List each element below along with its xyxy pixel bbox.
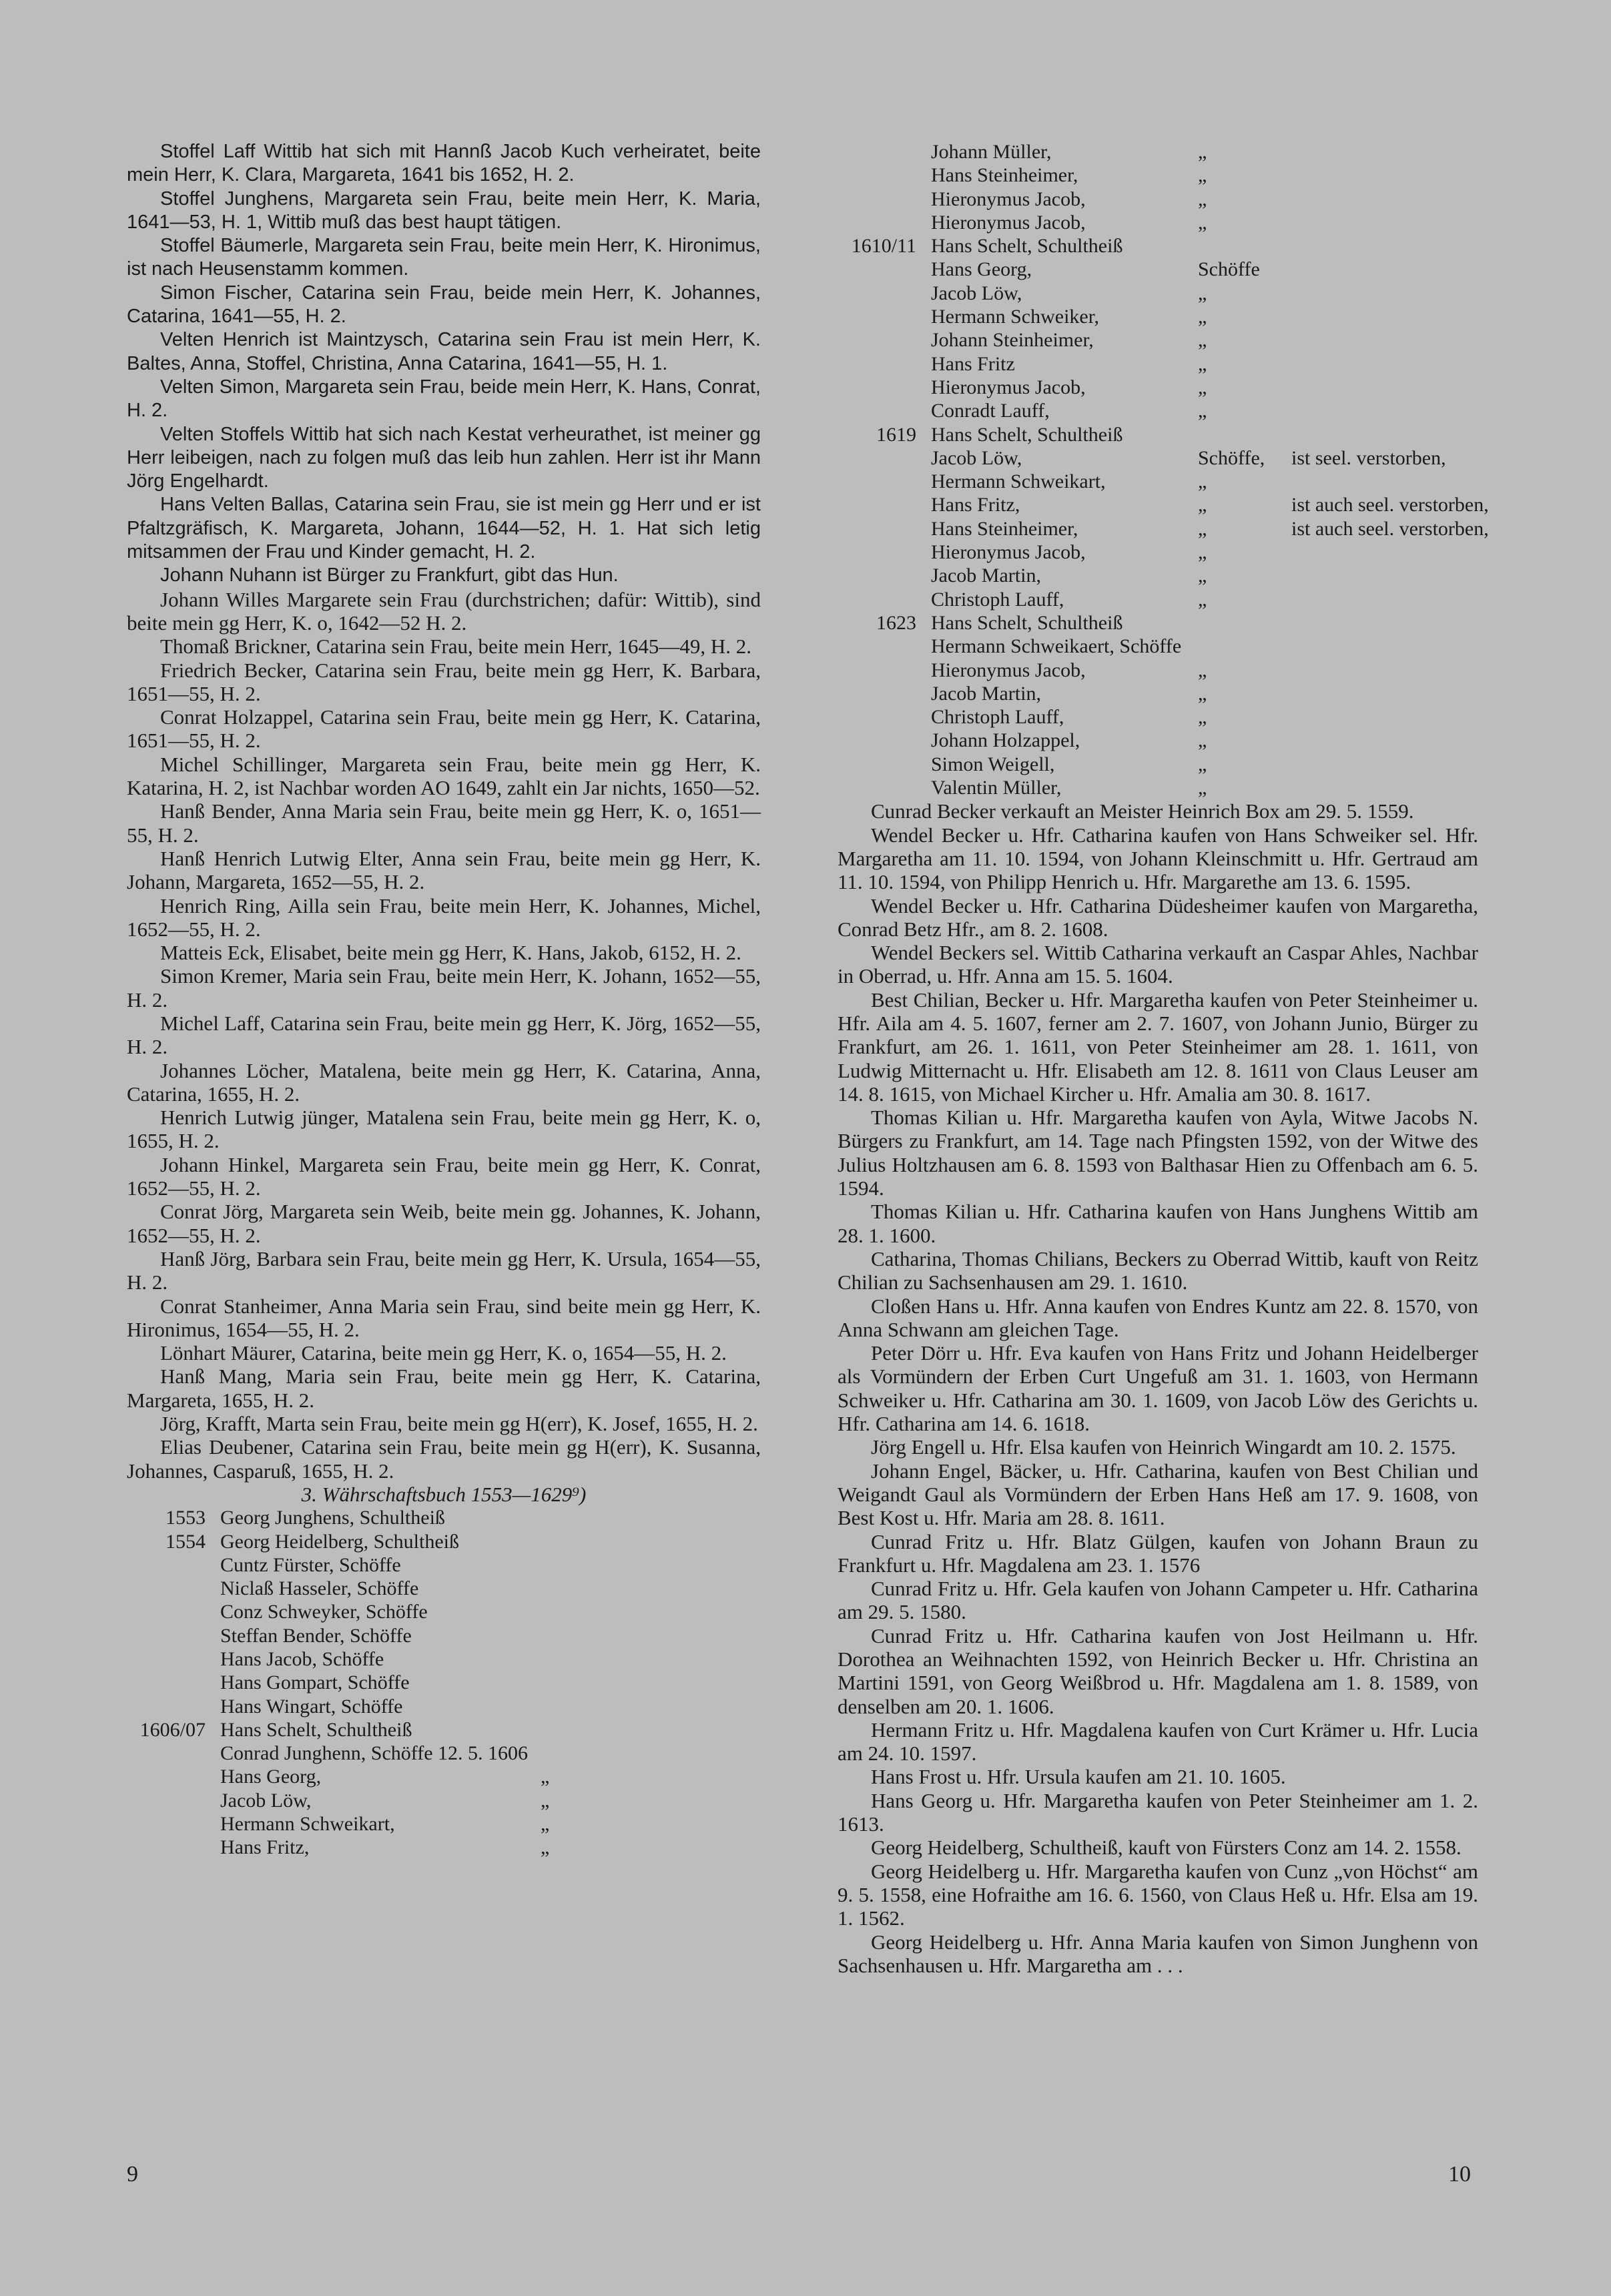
official-list-left (127, 1506, 761, 1859)
left-serif-entries (127, 588, 761, 1483)
official-row (127, 1718, 761, 1742)
official-year (838, 705, 916, 729)
official-year (838, 376, 916, 399)
official-year: 1553 (166, 1507, 206, 1529)
official-name: Hans Fritz, (931, 494, 1020, 516)
register-entry: Velten Henrich ist Maintzysch, Catarina sein Frau ist mein Herr, K. Baltes, Anna, Stoffel, Christina, Anna Catarina, 1641—55, H. 1. (127, 329, 761, 374)
register-entry: Henrich Ring, Ailla sein Frau, beite mein Herr, K. Johannes, Michel, 1652—55, H. 2. (127, 893, 761, 941)
official-row (838, 564, 1478, 587)
official-name: Christoph Lauff, (931, 706, 1064, 729)
purchase-entry: Cunrad Becker verkauft an Meister Heinrich Box am 29. 5. 1559. (871, 799, 1414, 823)
official-name: Jacob Löw, (220, 1789, 312, 1812)
official-row (838, 423, 1478, 446)
official-row (838, 282, 1478, 305)
section-heading: 3. Währschaftsbuch 1553—1629⁹) (301, 1482, 587, 1506)
purchase-entry: Catharina, Thomas Chilians, Beckers zu Oberrad Wittib, kauft von Reitz Chilian zu Sachsenhausen am 29. 1. 1610. (838, 1246, 1478, 1294)
official-role: „ (1198, 777, 1207, 799)
official-row (838, 540, 1478, 564)
register-entry: Johannes Löcher, Matalena, beite mein gg Herr, K. Catarina, Anna, Catarina, 1655, H. 2. (127, 1058, 761, 1106)
official-name: Johann Holzappel, (931, 729, 1080, 752)
register-entry: Friedrich Becker, Catarina sein Frau, beite mein gg Herr, K. Barbara, 1651—55, H. 2. (127, 658, 761, 705)
right-column (838, 140, 1489, 1977)
official-row (838, 659, 1478, 682)
purchase-entry: Georg Heidelberg u. Hfr. Anna Maria kaufen von Simon Junghenn von Sachsenhausen u. Hfr. Margaretha am . . . (838, 1930, 1478, 1977)
register-entry: Johann Hinkel, Margareta sein Frau, beite mein gg Herr, K. Conrat, 1652—55, H. 2. (127, 1152, 761, 1200)
official-year (838, 659, 916, 682)
official-role: „ (1198, 187, 1207, 210)
official-name: Hermann Schweikaert, Schöffe (931, 635, 1182, 658)
official-row (838, 753, 1478, 776)
official-year (838, 328, 916, 352)
official-name: Hieronymus Jacob, (931, 659, 1086, 681)
official-role: „ (1198, 306, 1207, 328)
register-entry: Thomaß Brickner, Catarina sein Frau, beite mein Herr, 1645—49, H. 2. (160, 635, 751, 659)
official-role (541, 1600, 581, 1623)
official-role (541, 1671, 581, 1694)
official-year (838, 776, 916, 799)
official-role (1198, 234, 1291, 258)
official-role: „ (1198, 564, 1207, 587)
official-name: Hans Schelt, Schultheiß (931, 611, 1123, 634)
official-row (838, 163, 1478, 187)
official-row (127, 1812, 761, 1836)
official-row (127, 1742, 761, 1765)
official-year (838, 163, 916, 187)
official-year (127, 1577, 206, 1600)
official-role (1198, 635, 1291, 658)
official-year (838, 588, 916, 611)
official-name: Hans Wingart, Schöffe (220, 1695, 403, 1717)
official-year (838, 517, 916, 540)
official-year (838, 753, 916, 776)
official-name: Hans Fritz, (220, 1836, 310, 1859)
official-role (541, 1530, 581, 1553)
official-role: „ (1198, 329, 1207, 352)
official-name: Conradt Lauff, (931, 400, 1050, 422)
official-row (838, 635, 1478, 658)
official-row (838, 258, 1478, 281)
purchase-entry: Thomas Kilian u. Hfr. Margaretha kaufen von Ayla, Witwe Jacobs N. Bürgers zu Frankfurt, am 14. Tage nach Pfingsten 1592, von der Witwe des Julius Holtzhausen am 6. 8. 1593 von Balthasar Hien zu Offenbach am 6. 5. 1594. (838, 1106, 1478, 1200)
official-role: „ (541, 1836, 550, 1859)
official-year (838, 470, 916, 493)
left-sans-entries (127, 140, 761, 588)
official-row (838, 305, 1478, 328)
official-name: Hieronymus Jacob, (931, 211, 1086, 234)
official-role: Schöffe, (1198, 446, 1265, 469)
official-year (838, 564, 916, 587)
official-row (127, 1624, 761, 1647)
official-name: Georg Junghens, Schultheiß (220, 1507, 445, 1529)
register-entry: Conrat Stanheimer, Anna Maria sein Frau, sind beite mein gg Herr, K. Hironimus, 1654—55, H. 2. (127, 1294, 761, 1341)
official-role: „ (1198, 682, 1207, 705)
official-role: „ (1198, 164, 1207, 187)
official-name: Niclaß Hasseler, Schöffe (220, 1577, 419, 1600)
register-entry: Stoffel Junghens, Margareta sein Frau, beite mein Herr, K. Maria, 1641—53, H. 1, Wittib muß das best haupt tätigen. (127, 187, 761, 233)
official-name: Simon Weigell, (931, 753, 1055, 775)
official-name: Jacob Martin, (931, 564, 1041, 587)
official-row (838, 588, 1478, 611)
official-name: Jacob Löw, (931, 282, 1022, 304)
register-entry: Henrich Lutwig jünger, Matalena sein Frau, beite mein gg Herr, K. o, 1655, H. 2. (127, 1106, 761, 1153)
official-name: Conrad Junghenn, Schöffe 12. 5. 1606 (220, 1742, 529, 1765)
official-role (541, 1506, 581, 1529)
official-year: 1606/07 (139, 1718, 206, 1741)
official-row (127, 1577, 761, 1600)
official-role: „ (541, 1813, 550, 1836)
purchase-entry: Jörg Engell u. Hfr. Elsa kaufen von Heinrich Wingardt am 10. 2. 1575. (871, 1435, 1456, 1459)
official-row (127, 1695, 761, 1718)
official-role (541, 1742, 581, 1765)
official-year (838, 729, 916, 752)
official-year (838, 540, 916, 564)
official-name: Georg Heidelberg, Schultheiß (220, 1530, 459, 1553)
official-row (838, 682, 1478, 705)
official-row (838, 187, 1478, 211)
register-entry: Hanß Bender, Anna Maria sein Frau, beite mein gg Herr, K. o, 1651—55, H. 2. (127, 799, 761, 847)
register-entry: Velten Simon, Margareta sein Frau, beide mein Herr, K. Hans, Conrat, H. 2. (127, 376, 761, 422)
register-entry: Velten Stoffels Wittib hat sich nach Kestat verheurathet, ist meiner gg Herr leibeigen, nach zu folgen muß das leib hun zahlen. Herr ist ihr Mann Jörg Engelhardt. (127, 423, 761, 492)
official-year: 1619 (876, 423, 916, 446)
register-entry: Conrat Holzappel, Catarina sein Frau, beite mein gg Herr, K. Catarina, 1651—55, H. 2. (127, 705, 761, 753)
official-name: Hans Fritz (931, 352, 1015, 375)
purchase-entries (838, 799, 1478, 1977)
official-role: „ (1198, 494, 1207, 516)
official-list-right (838, 140, 1489, 799)
official-year (838, 211, 916, 234)
official-year (127, 1671, 206, 1694)
official-role: „ (1198, 659, 1207, 681)
official-year (127, 1765, 206, 1788)
official-role: „ (1198, 470, 1207, 493)
official-row (127, 1765, 761, 1788)
purchase-entry: Peter Dörr u. Hfr. Eva kaufen von Hans Fritz und Johann Heidelberger als Vormündern der Erben Curt Ungefuß am 31. 1. 1603, von Hermann Schweiker u. Hfr. Catharina am 30. 1. 1609, von Jacob Löw des Gerichts u. Hfr. Catharina am 14. 6. 1618. (838, 1341, 1478, 1436)
official-row (838, 729, 1478, 752)
register-entry: Hanß Jörg, Barbara sein Frau, beite mein gg Herr, K. Ursula, 1654—55, H. 2. (127, 1246, 761, 1294)
register-entry: Hanß Henrich Lutwig Elter, Anna sein Frau, beite mein gg Herr, K. Johann, Margareta, 1652—55, H. 2. (127, 846, 761, 894)
official-name: Hieronymus Jacob, (931, 187, 1086, 210)
official-row (127, 1671, 761, 1694)
register-entry: Conrat Jörg, Margareta sein Weib, beite mein gg. Johannes, K. Johann, 1652—55, H. 2. (127, 1200, 761, 1247)
official-row (127, 1647, 761, 1671)
official-year (127, 1695, 206, 1718)
register-entry: Stoffel Bäumerle, Margareta sein Frau, beite mein Herr, K. Hironimus, ist nach Heusenstamm kommen. (127, 235, 761, 280)
official-row (838, 776, 1478, 799)
register-entry: Elias Deubener, Catarina sein Frau, beite mein gg H(err), K. Susanna, Johannes, Casparuß, 1655, H. 2. (127, 1435, 761, 1483)
official-year (838, 258, 916, 281)
official-row (838, 234, 1478, 258)
official-year: 1610/11 (851, 235, 916, 258)
register-entry: Johann Nuhann ist Bürger zu Frankfurt, gibt das Hun. (160, 564, 619, 587)
official-row (127, 1789, 761, 1812)
purchase-entry: Best Chilian, Becker u. Hfr. Margaretha kaufen von Peter Steinheimer u. Hfr. Aila am 4. 5. 1607, ferner am 2. 7. 1607, von Johann Junio, Bürger zu Frankfurt, am 26. 1. 1611, von Peter Steinheimer am 28. 1. 1611, von Ludwig Mitternacht u. Hfr. Elisabeth am 12. 8. 1611 von Claus Leuser am 14. 8. 1615, von Michael Kircher u. Hfr. Amalia am 30. 8. 1617. (838, 988, 1478, 1106)
register-entry: Hans Velten Ballas, Catarina sein Frau, sie ist mein gg Herr und er ist Pfaltzgräfisch, K. Margareta, Johann, 1644—52, H. 1. Hat sich letig mitsammen der Frau und Kinder gemacht, H. 2. (127, 494, 761, 563)
official-year: 1623 (876, 611, 916, 634)
official-year (127, 1789, 206, 1812)
official-role: „ (1198, 588, 1207, 611)
official-name: Hermann Schweiker, (931, 306, 1100, 328)
purchase-entry: Georg Heidelberg u. Hfr. Margaretha kaufen von Cunz „von Höchst“ am 9. 5. 1558, eine Hofraithe am 16. 6. 1560, von Claus Heß u. Hfr. Elsa am 19. 1. 1562. (838, 1859, 1478, 1930)
official-row (838, 517, 1489, 540)
official-year (127, 1742, 206, 1765)
purchase-entry: Cunrad Fritz u. Hfr. Catharina kaufen von Jost Heilmann u. Hfr. Dorothea an Weihnachten 1592, von Heinrich Becker u. Hfr. Christina an Martini 1591, von Georg Weißbrod u. Hfr. Magdalena am 1. 8. 1589, von denselben am 20. 1. 1606. (838, 1623, 1478, 1718)
purchase-entry: Cunrad Fritz u. Hfr. Blatz Gülgen, kaufen von Johann Braun zu Frankfurt u. Hfr. Magdalena am 23. 1. 1576 (838, 1529, 1478, 1577)
official-year (838, 682, 916, 705)
purchase-entry: Johann Engel, Bäcker, u. Hfr. Catharina, kaufen von Best Chilian und Weigandt Gaul als Vormündern der Erben Hans Heß am 17. 9. 1608, von Best Kost u. Hfr. Maria am 28. 8. 1611. (838, 1459, 1478, 1530)
official-year (127, 1836, 206, 1859)
official-name: Hieronymus Jacob, (931, 376, 1086, 398)
official-role (541, 1624, 581, 1647)
official-role: „ (1198, 211, 1207, 234)
official-year (838, 282, 916, 305)
official-role: „ (1198, 706, 1207, 729)
purchase-entry: Hans Georg u. Hfr. Margaretha kaufen von Peter Steinheimer am 1. 2. 1613. (838, 1788, 1478, 1836)
official-role: „ (1198, 376, 1207, 398)
official-role: „ (1198, 400, 1207, 422)
official-row (838, 493, 1489, 516)
official-year (838, 493, 916, 516)
official-name: Hans Gompart, Schöffe (220, 1671, 410, 1694)
official-name: Hans Jacob, Schöffe (220, 1648, 384, 1670)
page-number-right: 10 (1448, 2162, 1471, 2187)
official-name: Hermann Schweikart, (931, 470, 1106, 493)
official-name: Jacob Martin, (931, 682, 1041, 705)
official-year (127, 1624, 206, 1647)
official-name: Jacob Löw, (931, 446, 1022, 469)
official-role: „ (1198, 541, 1207, 564)
purchase-entry: Hermann Fritz u. Hfr. Magdalena kaufen von Curt Krämer u. Hfr. Lucia am 24. 10. 1597. (838, 1717, 1478, 1766)
purchase-entry: Hans Frost u. Hfr. Ursula kaufen am 21. 10. 1605. (871, 1765, 1286, 1789)
official-name: Johann Steinheimer, (931, 329, 1094, 352)
official-name: Johann Müller, (931, 141, 1052, 163)
register-entry: Simon Fischer, Catarina sein Frau, beide mein Herr, K. Johannes, Catarina, 1641—55, H. 2. (127, 282, 761, 328)
official-row (838, 705, 1478, 729)
left-column (127, 140, 761, 1860)
register-entry: Jörg, Krafft, Marta sein Frau, beite mein gg H(err), K. Josef, 1655, H. 2. (160, 1412, 758, 1436)
official-year (838, 635, 916, 658)
purchase-entry: Wendel Beckers sel. Wittib Catharina verkauft an Caspar Ahles, Nachbar in Oberrad, u. Hfr. Anna am 15. 5. 1604. (838, 941, 1478, 988)
register-entry: Stoffel Laff Wittib hat sich mit Hannß Jacob Kuch verheiratet, beite mein Herr, K. Clara, Margareta, 1641 bis 1652, H. 2. (127, 141, 761, 186)
official-role (541, 1718, 581, 1742)
purchase-entry: Cloßen Hans u. Hfr. Anna kaufen von Endres Kuntz am 22. 8. 1570, von Anna Schwann am gleichen Tage. (838, 1294, 1478, 1341)
official-role: „ (1198, 282, 1207, 304)
official-name: Hans Schelt, Schultheiß (931, 423, 1123, 446)
official-role: „ (1198, 753, 1207, 775)
official-role: „ (541, 1789, 550, 1812)
official-year (127, 1600, 206, 1623)
official-name: Conz Schweyker, Schöffe (220, 1601, 428, 1623)
register-entry: Lönhart Mäurer, Catarina, beite mein gg Herr, K. o, 1654—55, H. 2. (160, 1341, 727, 1365)
official-year (127, 1553, 206, 1577)
official-name: Hans Steinheimer, (931, 517, 1078, 540)
official-name: Hans Steinheimer, (931, 164, 1078, 187)
official-name: Cuntz Fürster, Schöffe (220, 1553, 401, 1576)
official-name: Steffan Bender, Schöffe (220, 1624, 412, 1647)
register-entry: Michel Schillinger, Margareta sein Frau, beite mein gg Herr, K. Katarina, H. 2, ist Nachbar worden AO 1649, zahlt ein Jar nichts, 1650—52. (127, 752, 761, 800)
purchase-entry: Cunrad Fritz u. Hfr. Gela kaufen von Johann Campeter u. Hfr. Catharina am 29. 5. 1580. (838, 1577, 1478, 1624)
official-note: ist seel. verstorben, (1291, 446, 1446, 469)
register-entry: Simon Kremer, Maria sein Frau, beite mein Herr, K. Johann, 1652—55, H. 2. (127, 964, 761, 1012)
official-role (541, 1647, 581, 1671)
official-name: Hans Schelt, Schultheiß (931, 235, 1123, 258)
official-row (838, 211, 1478, 234)
official-role: „ (1198, 141, 1207, 163)
official-year (838, 399, 916, 422)
official-year (127, 1812, 206, 1836)
official-row (838, 328, 1478, 352)
official-year (838, 305, 916, 328)
page-number-left: 9 (127, 2162, 138, 2187)
official-role: „ (1198, 517, 1207, 540)
official-row (838, 611, 1478, 635)
official-name: Christoph Lauff, (931, 588, 1064, 611)
purchase-entry: Georg Heidelberg, Schultheiß, kauft von Fürsters Conz am 14. 2. 1558. (871, 1836, 1462, 1860)
official-year (838, 446, 916, 470)
official-role: „ (1198, 729, 1207, 752)
official-row (838, 376, 1478, 399)
official-row (127, 1530, 761, 1553)
official-role: Schöffe (1198, 258, 1260, 281)
official-role (541, 1577, 581, 1600)
official-row (838, 470, 1478, 493)
official-note: ist auch seel. verstorben, (1291, 494, 1489, 516)
official-role (541, 1695, 581, 1718)
official-name: Hermann Schweikart, (220, 1813, 395, 1836)
official-year (838, 187, 916, 211)
official-name: Hans Schelt, Schultheiß (220, 1718, 412, 1741)
official-year: 1554 (166, 1530, 206, 1553)
register-entry: Johann Willes Margarete sein Frau (durchstrichen; dafür: Wittib), sind beite mein gg Herr, K. o, 1642—52 H. 2. (127, 587, 761, 635)
official-row (838, 140, 1478, 163)
official-row (127, 1506, 761, 1529)
official-role (541, 1553, 581, 1577)
purchase-entry: Wendel Becker u. Hfr. Catharina Düdesheimer kaufen von Margaretha, Conrad Betz Hfr., am 8. 2. 1608. (838, 893, 1478, 941)
register-entry: Matteis Eck, Elisabet, beite mein gg Herr, K. Hans, Jakob, 6152, H. 2. (160, 941, 741, 965)
official-row (838, 399, 1478, 422)
official-role: „ (1198, 352, 1207, 375)
official-name: Hans Georg, (220, 1766, 322, 1788)
purchase-entry: Wendel Becker u. Hfr. Catharina kaufen von Hans Schweiker sel. Hfr. Margaretha am 11. 10. 1594, von Johann Kleinschmitt u. Hfr. Gertraud am 11. 10. 1594, von Philipp Henrich u. Hfr. Margarethe am 13. 6. 1595. (838, 823, 1478, 894)
official-note: ist auch seel. verstorben, (1291, 517, 1489, 540)
official-year (127, 1647, 206, 1671)
register-entry: Michel Laff, Catarina sein Frau, beite mein gg Herr, K. Jörg, 1652—55, H. 2. (127, 1011, 761, 1059)
official-name: Valentin Müller, (931, 777, 1062, 799)
official-row (127, 1553, 761, 1577)
official-name: Hieronymus Jacob, (931, 541, 1086, 564)
official-year (838, 140, 916, 163)
register-entry: Hanß Mang, Maria sein Frau, beite mein gg Herr, K. Catarina, Margareta, 1655, H. 2. (127, 1365, 761, 1412)
official-role: „ (541, 1766, 550, 1788)
official-role (1198, 423, 1291, 446)
purchase-entry: Thomas Kilian u. Hfr. Catharina kaufen von Hans Junghens Wittib am 28. 1. 1600. (838, 1200, 1478, 1247)
official-row (838, 446, 1478, 470)
official-year (838, 352, 916, 376)
official-role (1198, 611, 1291, 635)
official-name: Hans Georg, (931, 258, 1032, 281)
official-row (127, 1836, 761, 1859)
official-row (127, 1600, 761, 1623)
official-row (838, 352, 1478, 376)
